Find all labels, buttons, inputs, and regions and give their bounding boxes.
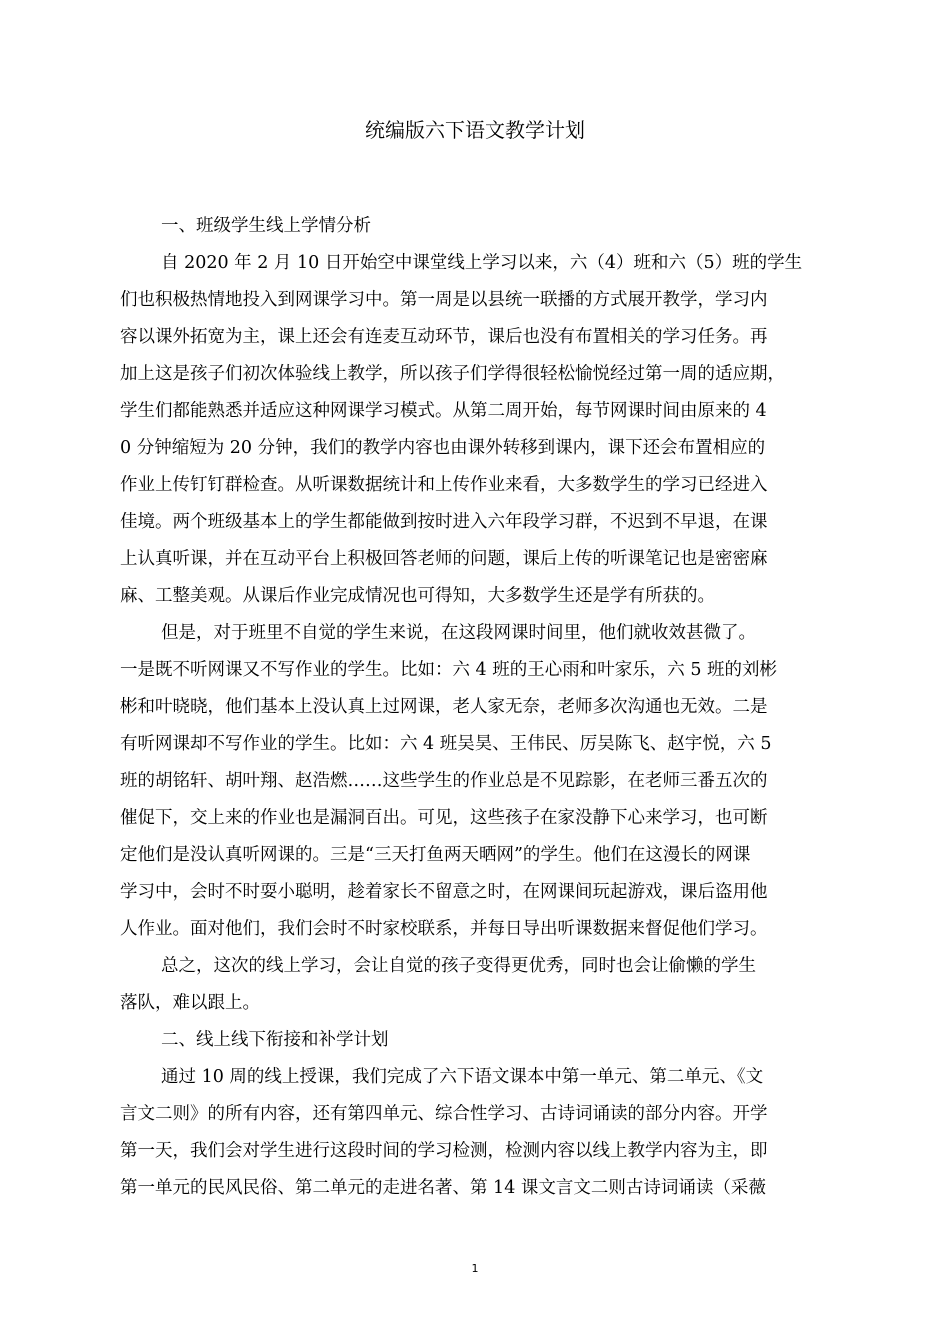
paragraph-line: 有听网课却不写作业的学生。比如：六 4 班吴昊、王伟民、厉吴陈飞、赵宇悦，六 5 — [120, 734, 772, 754]
paragraph-line: 总之，这次的线上学习，会让自觉的孩子变得更优秀，同时也会让偷懒的学生 — [161, 956, 756, 976]
paragraph-line: 麻、工整美观。从课后作业完成情况也可得知，大多数学生还是学有所获的。 — [120, 586, 715, 606]
paragraph-line: 第一天，我们会对学生进行这段时间的学习检测，检测内容以线上教学内容为主，即 — [120, 1141, 768, 1161]
section-heading: 一、班级学生线上学情分析 — [161, 216, 371, 236]
document-title: 统编版六下语文教学计划 — [365, 118, 585, 142]
paragraph-line: 落队，难以跟上。 — [120, 993, 260, 1013]
paragraph-line: 第一单元的民风民俗、第二单元的走进名著、第 14 课文言文二则古诗词诵读（采薇 — [120, 1178, 766, 1198]
paragraph-line: 言文二则》的所有内容，还有第四单元、综合性学习、古诗词诵读的部分内容。开学 — [120, 1104, 768, 1124]
section-heading: 二、线上线下衔接和补学计划 — [161, 1030, 389, 1050]
paragraph-line: 班的胡铭轩、胡叶翔、赵浩燃……这些学生的作业总是不见踪影，在老师三番五次的 — [120, 771, 768, 791]
paragraph-line: 0 分钟缩短为 20 分钟，我们的教学内容也由课外转移到课内，课下还会布置相应的 — [120, 438, 766, 458]
paragraph-line: 彬和叶晓晓，他们基本上没认真上过网课，老人家无奈，老师多次沟通也无效。二是 — [120, 697, 768, 717]
paragraph-line: 佳境。两个班级基本上的学生都能做到按时进入六年段学习群，不迟到不早退，在课 — [120, 512, 768, 532]
paragraph-line: 们也积极热情地投入到网课学习中。第一周是以县统一联播的方式展开教学，学习内 — [120, 290, 768, 310]
paragraph-line: 学生们都能熟悉并适应这种网课学习模式。从第二周开始，每节网课时间由原来的 4 — [120, 401, 767, 421]
paragraph-line: 容以课外拓宽为主，课上还会有连麦互动环节，课后也没有布置相关的学习任务。再 — [120, 327, 768, 347]
page-number: 1 — [471, 1262, 479, 1275]
paragraph-line: 催促下，交上来的作业也是漏洞百出。可见，这些孩子在家没静下心来学习，也可断 — [120, 808, 768, 828]
paragraph-line: 加上这是孩子们初次体验线上教学，所以孩子们学得很轻松愉悦经过第一周的适应期， — [120, 364, 785, 384]
paragraph-line: 作业上传钉钉群检查。从听课数据统计和上传作业来看，大多数学生的学习已经进入 — [120, 475, 768, 495]
paragraph-line: 通过 10 周的线上授课，我们完成了六下语文课本中第一单元、第二单元、《文 — [161, 1067, 764, 1087]
paragraph-line: 上认真听课，并在互动平台上积极回答老师的问题，课后上传的听课笔记也是密密麻 — [120, 549, 768, 569]
paragraph-line: 一是既不听网课又不写作业的学生。比如：六 4 班的王心雨和叶家乐，六 5 班的刘彬 — [120, 660, 778, 680]
paragraph-line: 但是，对于班里不自觉的学生来说，在这段网课时间里，他们就收效甚微了。 — [161, 623, 756, 643]
paragraph-line: 自 2020 年 2 月 10 日开始空中课堂线上学习以来，六（4）班和六（5）班的学生 — [161, 253, 803, 273]
paragraph-line: 学习中，会时不时耍小聪明，趁着家长不留意之时，在网课间玩起游戏，课后盗用他 — [120, 882, 768, 902]
paragraph-line: 人作业。面对他们，我们会时不时家校联系，并每日导出听课数据来督促他们学习。 — [120, 919, 768, 939]
paragraph-line: 定他们是没认真听网课的。三是“三天打鱼两天晒网”的学生。他们在这漫长的网课 — [120, 845, 751, 865]
